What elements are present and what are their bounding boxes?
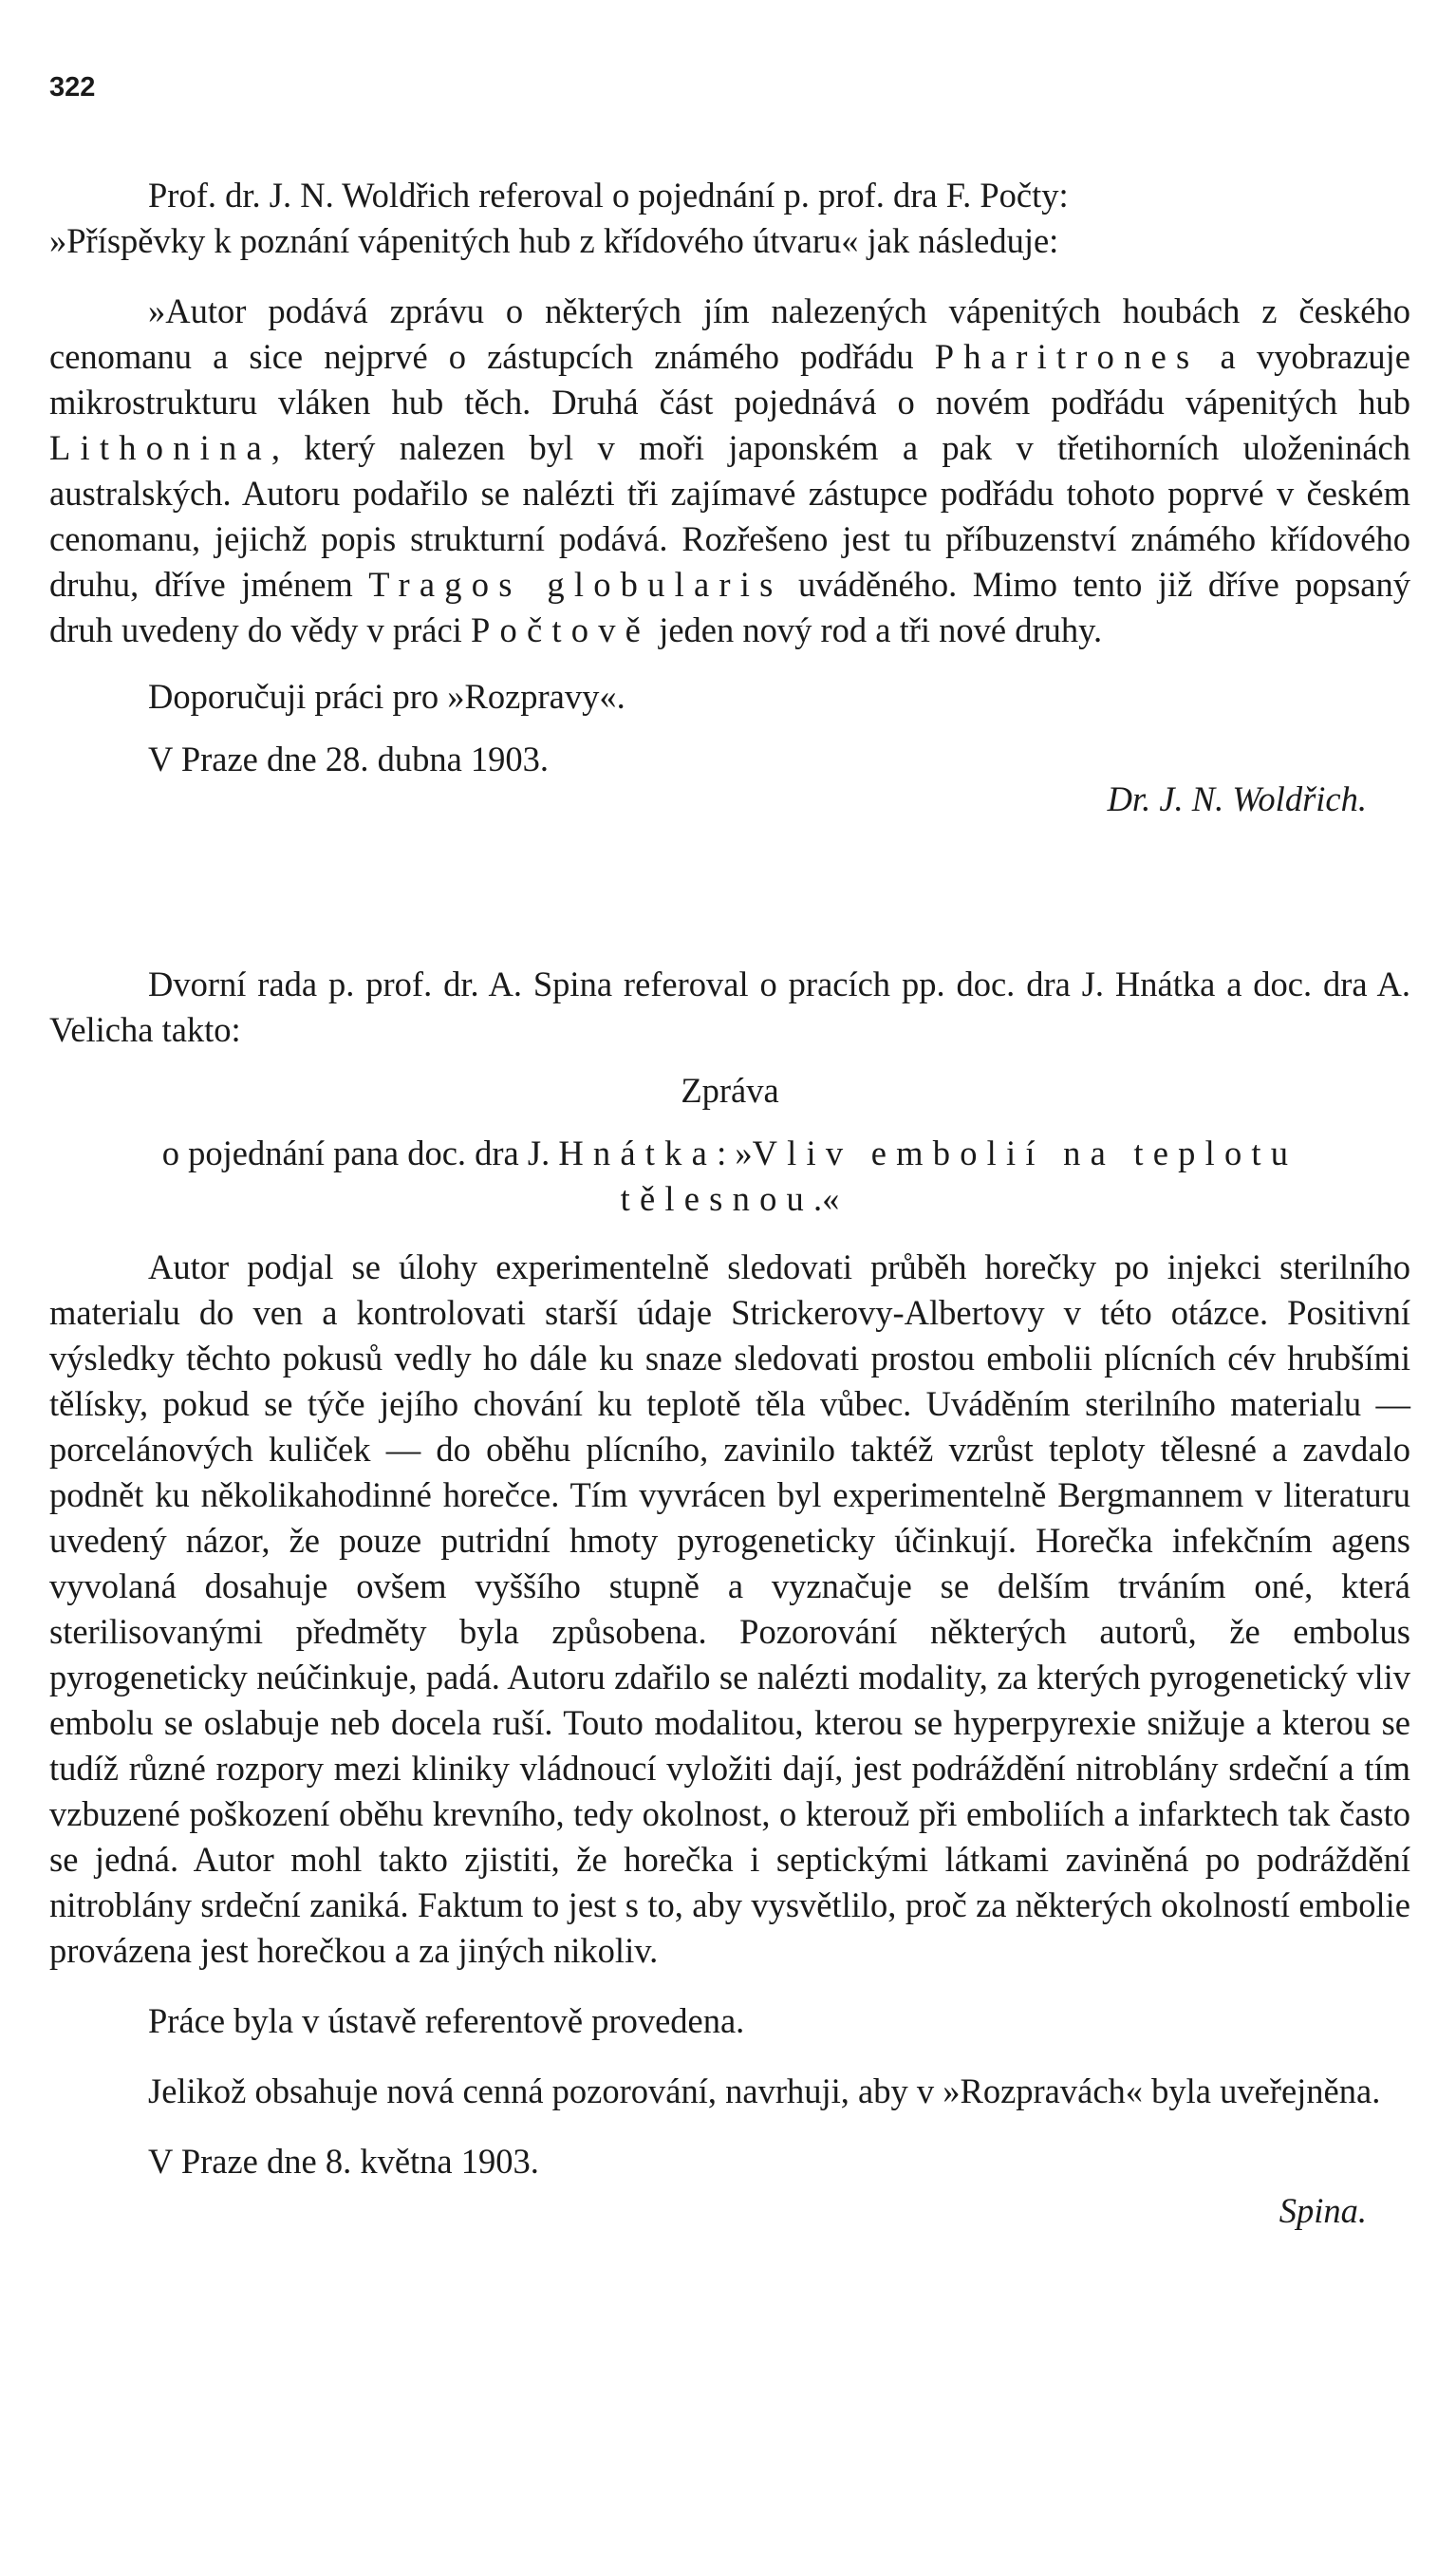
done-line: Práce byla v ústavě referentově provedena. xyxy=(148,2001,745,2040)
page-number: 322 xyxy=(49,72,96,103)
subtitle-c: .« xyxy=(813,1179,840,1218)
report-text-b: a vyobrazuje mikrostrukturu vláken hub těch. Druhá část pojednává o novém podřádu vápenitých hub xyxy=(49,337,1410,422)
report-text-c: , který nalezen byl v moři japonském a pak v třetihorních uloženinách australských. Autoru podařilo se nalézti tři zajímavé zástupce podřádu tohoto poprvé v českém cenomanu, jejichž popis strukturní podává. Rozřešeno jest tu příbuzenství známého křídového druhu, dříve jménem xyxy=(49,428,1410,604)
intro-spina: Dvorní rada p. prof. dr. A. Spina referoval o pracích pp. doc. dra J. Hnátka a doc. dra A. Velicha takto: xyxy=(49,965,1410,1049)
subtitle-a: o pojednání pana doc. dra J. xyxy=(161,1134,559,1172)
date-line-2: V Praze dne 8. května 1903. xyxy=(148,2142,539,2181)
report-text-e: jeden nový rod a tři nové druhy. xyxy=(650,610,1103,649)
report-woldrich xyxy=(49,173,1410,822)
report-text-d: uváděného. Mimo tento již dříve popsaný druh uvedeny do vědy v práci xyxy=(49,565,1410,649)
recommendation: Doporučuji práci pro »Rozpravy«. xyxy=(148,677,625,716)
subtitle-b: : » xyxy=(717,1134,753,1172)
heading-zprava: Zpráva xyxy=(681,1071,779,1110)
signature-woldrich: Dr. J. N. Woldřich. xyxy=(1107,779,1367,818)
report-text-a: »Autor podává zprávu o některých jím nalezených vápenitých houbách z českého cenomanu a sice nejprvé o zástupcích známého podřádu xyxy=(49,291,1410,376)
term-pharitrones: Pharitrones xyxy=(934,337,1200,376)
paper-title: Vliv embolií na teplotu tělesnou xyxy=(620,1134,1298,1218)
publish-line: Jelikož obsahuje nová cenná pozorování, navrhuji, aby v »Rozpravách« byla uveřejněna. xyxy=(148,2071,1381,2110)
term-poctove: Počtově xyxy=(470,610,651,649)
subtitle-line xyxy=(49,1131,1410,1222)
report-spina xyxy=(49,962,1410,2234)
term-tragos: Tragos globularis xyxy=(368,565,783,604)
report-paragraph xyxy=(49,289,1410,653)
author-name: Hnátka xyxy=(558,1134,718,1172)
intro-line-1: Prof. dr. J. N. Woldřich referoval o pojednání p. prof. dra F. Počty: xyxy=(148,176,1069,215)
body-paragraph: Autor podjal se úlohy experimentelně sledovati průběh horečky po injekci sterilního materialu do ven a kontrolovati starší údaje Strickerovy-Albertovy v této otázce. Positivní výsledky těchto pokusů vedly ho dále ku snaze sledovati prostou embolii plícních cév hrubšími tělísky, pokud se týče jejího chování ku teplotě těla vůbec. Uváděním sterilního materialu — porcelánových kuliček — do oběhu plícního, zavinilo taktéž vzrůst teploty tělesné a zavdalo podnět ku několikahodinné horečce. Tím vyvrácen byl experimentelně Bergmannem v literaturu uvedený názor, že pouze putridní hmoty pyrogeneticky účinkují. Horečka infekčním agens vyvolaná dosahuje ovšem vyššího stupně a vyznačuje se delším trváním oné, která sterilisovanými předměty byla způsobena. Pozorování některých autorů, že embolus pyrogeneticky neúčinkuje, padá. Autoru zdařilo se nalézti modality, za kterých pyrogenetický vliv embolu se oslabuje neb docela ruší. Touto modalitou, kterou se hyperpyrexie snižuje a kterou se tudíž různé rozpory mezi kliniky vládnoucí vyložiti dají, jest podráždění nitroblány srdeční a tím vzbuzené poškození oběhu krevního, tedy okolnost, o kterouž při emboliích a infarktech tak často se jedná. Autor mohl takto zjistiti, že horečka i septickými látkami zaviněná po podráždění nitroblány srdeční zaniká. Faktum to jest s to, aby vysvětlilo, proč za některých okolností embolie provázena jest horečkou a za jiných nikoliv. xyxy=(49,1247,1410,1970)
signature-spina: Spina. xyxy=(1279,2191,1367,2230)
date-line: V Praze dne 28. dubna 1903. xyxy=(148,740,550,778)
term-lithonina: Lithonina xyxy=(49,428,271,467)
intro-line-2: »Příspěvky k poznání vápenitých hub z křídového útvaru« jak následuje: xyxy=(49,221,1059,260)
